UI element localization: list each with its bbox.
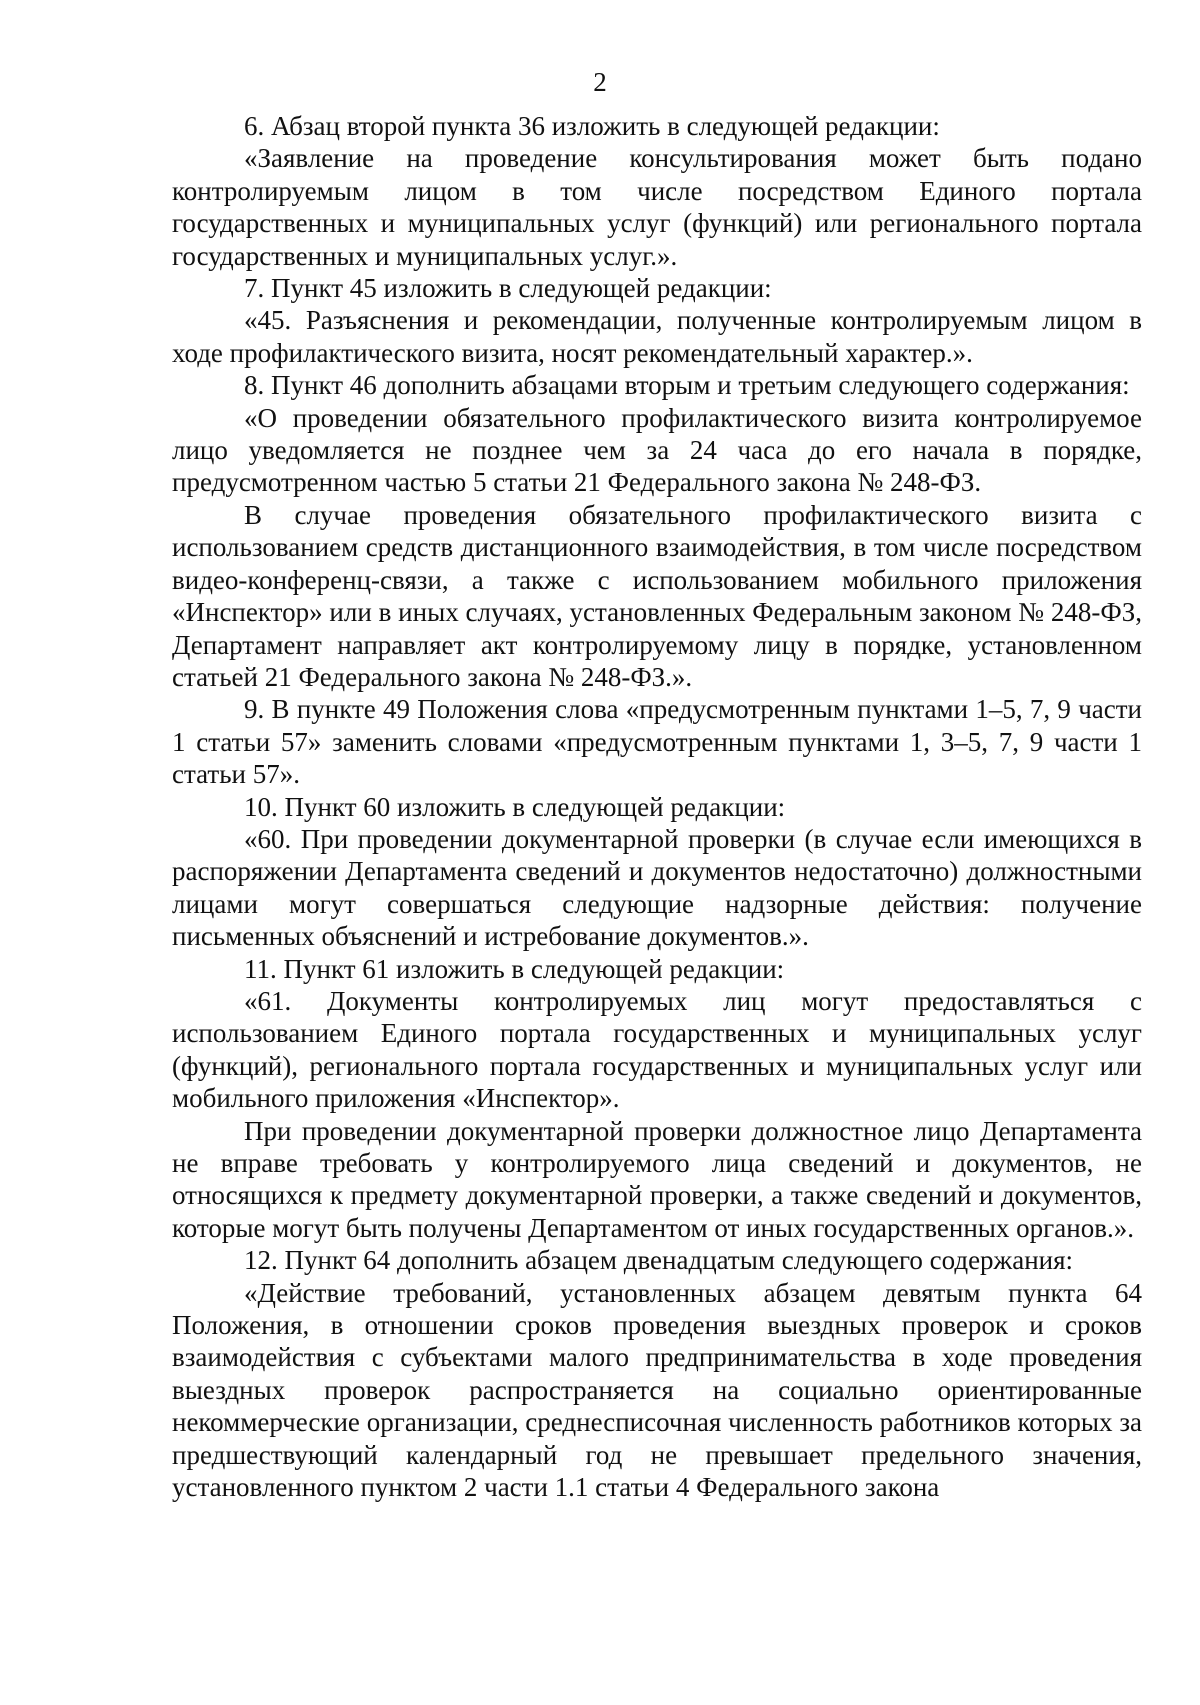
paragraph-quote-36: «Заявление на проведение консультирования может быть подано контролируемым лицом в том числе посредством Единого портала государственных и муниципальных услуг (функций) или регионального портала государственных и муниципальных услуг.». [172, 143, 1142, 271]
paragraph-item-12: 12. Пункт 64 дополнить абзацем двенадцатым следующего содержания: [244, 1245, 1074, 1276]
paragraph-quote-61-first: «61. Документы контролируемых лиц могут предоставляться с использованием Единого портала государственных и муниципальных услуг (функций), регионального портала государственных и муниципальных услуг или мобильного приложения «Инспектор». [172, 985, 1142, 1114]
paragraph-quote-64: «Действие требований, установленных абзацем девятым пункта 64 Положения, в отношении сроков проведения выездных проверок и сроков взаимодействия с субъектами малого предпринимательства в ходе проведения выездных проверок распространяется на социально ориентированные некоммерческие организации, среднесписочная численность работников которых за предшествующий календарный год не превышает предельного значения, установленного пунктом 2 части 1.1 статьи 4 Федерального закона [172, 1277, 1142, 1503]
page-number: 2 [593, 67, 607, 97]
paragraph-item-9: 9. В пункте 49 Положения слова «предусмотренным пунктами 1–5, 7, 9 части 1 статьи 57» заменить словами «предусмотренным пунктами 1, 3–5, 7, 9 части 1 статьи 57». [172, 694, 1142, 790]
document-body [172, 110, 1142, 1503]
paragraph-quote-60: «60. При проведении документарной проверки (в случае если имеющихся в распоряжении Департамента сведений и документов недостаточно) должностными лицами могут совершаться следующие надзорные действия: получение письменных объяснений и истребование документов.». [172, 823, 1142, 952]
paragraph-item-10: 10. Пункт 60 изложить в следующей редакции: [244, 791, 786, 822]
paragraph-quote-45: «45. Разъяснения и рекомендации, полученные контролируемым лицом в ходе профилактического визита, носят рекомендательный характер.». [172, 305, 1142, 368]
paragraph-item-8: 8. Пункт 46 дополнить абзацами вторым и третьим следующего содержания: [244, 370, 1130, 401]
paragraph-item-6: 6. Абзац второй пункта 36 изложить в следующей редакции: [244, 111, 940, 141]
paragraph-quote-46-second: «О проведении обязательного профилактического визита контролируемое лицо уведомляется не позднее чем за 24 часа до его начала в порядке, предусмотренном частью 5 статьи 21 Федерального закона № 248-ФЗ. [172, 402, 1142, 498]
paragraph-quote-46-third: В случае проведения обязательного профилактического визита с использованием средств дистанционного взаимодействия, в том числе посредством видео-конференц-связи, а также с использованием мобильного приложения «Инспектор» или в иных случаях, установленных Федеральным законом № 248-ФЗ, Департамент направляет акт контролируемому лицу в порядке, установленном статьей 21 Федерального закона № 248-ФЗ.». [172, 499, 1142, 692]
paragraph-item-7: 7. Пункт 45 изложить в следующей редакции: [244, 273, 772, 304]
paragraph-quote-61-second: При проведении документарной проверки должностное лицо Департамента не вправе требовать у контролируемого лица сведений и документов, не относящихся к предмету документарной проверки, а также сведений и документов, которые могут быть получены Департаментом от иных государственных органов.». [172, 1115, 1142, 1243]
paragraph-item-11: 11. Пункт 61 изложить в следующей редакции: [244, 953, 785, 984]
